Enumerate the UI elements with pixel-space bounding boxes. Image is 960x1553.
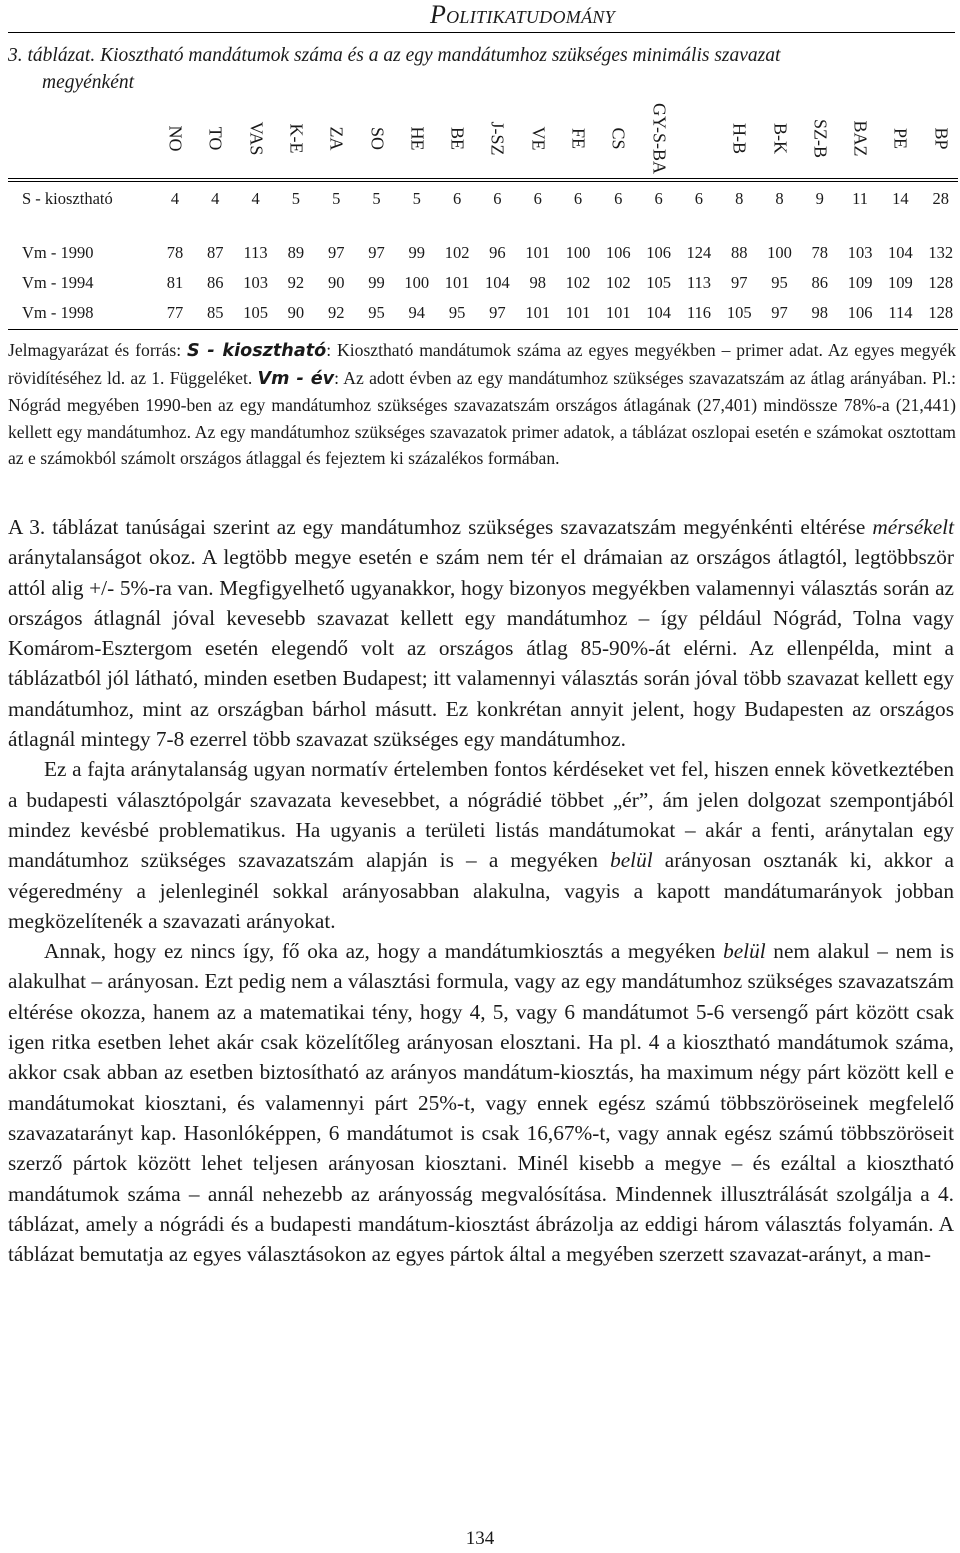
column-header-label: TO [205, 126, 226, 151]
table-cell: 113 [686, 273, 711, 292]
table-cell: 100 [565, 243, 591, 262]
table-legend [8, 337, 956, 472]
table-cell: 104 [888, 243, 913, 262]
legend-text-3: : Az adott évben az egy mandátumhoz szükséges szavazatszám az átlag arányában. Pl.: Nógrád megyében 1990-ben az egy mandátumhoz szükséges szavazatszám országos átlagának (27,401) mindössze 78%-a (21,441) kellett egy mandátumhoz. Az egy mandátumhoz szükséges szavazatok primer adatok, a táblázat oszlopai esetén e számokat osztottam az e számokból számolt országos átlaggal és fejeztem ki százalékos formában. [8, 367, 956, 468]
table-cell: 28 [932, 189, 949, 208]
table-cell: 103 [243, 273, 268, 292]
table-cell: 97 [489, 303, 506, 322]
column-header-label: GY-S-BA [649, 102, 670, 175]
row-label: Vm - 1990 [22, 243, 94, 262]
table-cell: 102 [444, 243, 470, 262]
table-cell: 95 [368, 303, 385, 322]
legend-intro: Jelmagyarázat és forrás: [8, 340, 188, 360]
table-cell: 105 [726, 303, 752, 322]
column-header-label: J-SZ [487, 121, 508, 156]
table-cell: 109 [888, 273, 913, 292]
table-cell: 4 [251, 189, 260, 208]
table-cell: 132 [928, 243, 954, 262]
table-cell: 128 [928, 303, 954, 322]
table-cell: 81 [166, 273, 184, 292]
table-row [0, 303, 960, 327]
table-bottom-rule [8, 329, 958, 330]
column-header-label: BE [447, 126, 468, 151]
header-rule [8, 178, 958, 179]
table-cell: 6 [533, 189, 542, 208]
table-cell: 116 [686, 303, 711, 322]
table-cell: 106 [646, 243, 671, 262]
column-header-label: VAS [246, 121, 267, 156]
table-cell: 95 [448, 303, 466, 322]
column-header-label: ZA [326, 126, 347, 151]
table-cell: 92 [287, 273, 305, 292]
table-cell: 104 [485, 273, 510, 292]
row-label: Vm - 1998 [22, 303, 94, 322]
table-cell: 124 [686, 243, 712, 262]
paragraph-2: Ez a fajta aránytalanság ugyan normatív értelemben fontos kérdéseket vet fel, hiszen ennek következtében a budapesti választópolgár szavazata kevesebbet, a nógrádié többet „ér”, ám jelen dolgozat szempontjából mindez kevésbé problematikus. Ha ugyanis a területi listás mandátumokat – akár a fenti, aránytalan egy mandátumhoz szükséges szavazatszám alapján is – a megyéken belül arányosan osztanák ki, akkor a végeredmény a jelenleginél sokkal arányosabban alakulna, vagyis a kapott mandátumarányok jobban megközelítenék a szavazati arányokat. [8, 757, 954, 933]
emphasis-belul-2: belül [723, 939, 766, 964]
table-cell: 6 [493, 189, 502, 208]
table-cell: 99 [368, 273, 385, 292]
page-number: 134 [465, 1528, 495, 1549]
caption-number: 3. táblázat. [8, 45, 96, 66]
table-cell: 8 [775, 189, 784, 208]
table-cell: 4 [211, 189, 220, 208]
table-cell: 92 [327, 303, 345, 322]
table-cell: 6 [573, 189, 583, 208]
table-cell: 6 [614, 189, 623, 208]
column-header-label: SO [367, 126, 387, 151]
table-cell: 11 [852, 189, 869, 208]
table-cell: 100 [767, 243, 792, 262]
table-cell: 98 [529, 273, 546, 292]
column-header-label: B-K [770, 123, 790, 154]
emphasis-merseket: mérsékelt [872, 515, 954, 539]
table-cell: 87 [207, 243, 224, 262]
paragraph-1: A 3. táblázat tanúságai szerint az egy mandátumhoz szükséges szavazatszám megyénkénti eltérése mérsékelt aránytalanságot okoz. A legtöbb megye esetén e szám nem tér el drámaian az országos átlagtól, legtöbbször attól alig +/- 5%-ra van. Megfigyelhető ugyanakkor, hogy bizonyos megyékben valamennyi választás során az országos átlagnál jóval kevesebb szavazat kellett egy mandátumhoz – így például Nógrád, Tolna vagy Komárom-Esztergom esetén elegendő volt az országos átlag 85-90%-át elérni. Az ellenpélda, mint a táblázatból jól látható, minden esetben Budapest; itt valamennyi választás során jóval több szavazat kellett egy mandátumhoz, mint az országban bárhol másutt. Ez konkrétan annyit jelent, hogy Budapesten az országos átlagnál mintegy 7-8 ezerrel több szavazat szükséges egy mandátumhoz. [8, 515, 954, 752]
caption-text-2: megyénként [42, 72, 135, 93]
running-header [8, 0, 955, 33]
column-header-label: NO [165, 125, 186, 152]
table-cell: 101 [525, 303, 551, 322]
table-cell: 97 [730, 273, 748, 292]
table-cell: 4 [170, 189, 180, 208]
table-cell: 109 [847, 273, 873, 292]
table-cell: 104 [646, 303, 671, 322]
table-cell: 102 [605, 273, 631, 292]
row-label: S - kiosztható [22, 189, 113, 208]
table-cell: 101 [565, 303, 591, 322]
table-cell: 97 [368, 243, 385, 262]
column-header-label: HE [407, 126, 428, 151]
header-rule-double [8, 181, 958, 182]
legend-vm-term: Vm - év [257, 368, 335, 389]
table-cell: 88 [730, 243, 748, 262]
table-cell: 106 [605, 243, 631, 262]
table-cell: 101 [525, 243, 551, 262]
column-header-label: FE [568, 127, 589, 150]
table-cell: 5 [412, 189, 421, 208]
column-header-row [0, 102, 960, 175]
table-cell: 8 [735, 189, 744, 208]
table-cell: 78 [811, 243, 829, 262]
table-cell: 105 [243, 303, 268, 322]
table-caption [8, 42, 956, 96]
body-text [8, 512, 954, 1269]
table-cell: 96 [489, 243, 506, 262]
journal-title: Politikatudomány [429, 0, 615, 29]
column-header-label: BP [931, 127, 952, 150]
column-header-label: SZ-B [810, 118, 831, 159]
table-cell: 106 [847, 303, 873, 322]
table-cell: 86 [207, 273, 224, 292]
column-header-label: PE [890, 127, 911, 150]
table-cell: 97 [327, 243, 345, 262]
column-header-label: BAZ [850, 120, 871, 157]
table-cell: 99 [408, 243, 426, 262]
table-cell: 90 [327, 273, 345, 292]
legend-s-term: S - kiosztható [187, 341, 327, 361]
table-cell: 98 [811, 303, 829, 322]
table-cell: 105 [646, 273, 671, 292]
table-cell: 89 [287, 243, 305, 262]
legend-text-2: : Kiosztható mandátumok száma az egyes megyékben – primer adat. Az egyes megyék rövidítéséhez ld. az 1. Függeléket. [8, 340, 957, 388]
table-cell: 101 [605, 303, 631, 322]
row-label: Vm - 1994 [22, 273, 94, 292]
column-header-label: K-E [286, 123, 307, 154]
column-header-label: VE [528, 126, 549, 151]
table-cell: 102 [565, 273, 591, 292]
emphasis-belul: belül [610, 848, 653, 873]
column-header-label: CS [608, 127, 629, 150]
table-cell: 6 [694, 189, 704, 208]
table-cell: 77 [166, 303, 184, 322]
table-row [0, 273, 960, 297]
table-row [0, 189, 960, 213]
table-cell: 86 [811, 273, 829, 292]
table-cell: 14 [892, 189, 909, 208]
table-cell: 90 [287, 303, 305, 322]
paragraph-3: Annak, hogy ez nincs így, fő oka az, hogy a mandátumkiosztás a megyéken belül nem alakul – nem is alakulhat – arányosan. Ezt pedig nem a választási formula, vagy az egy mandátumhoz szükséges szavazatszám eltérése okozza, hanem az a matematikai tény, hogy 4, 5, vagy 6 mandátumot 5-6 versengő párt között csak igen ritka esetben lehet akár csak közelítőleg arányosan elosztani. Ha pl. 4 a kiosztható mandátumok száma, akkor csak abban az esetben biztosítható az arányos mandátum-kiosztás, ha maximum négy párt között kell e mandátumokat kiosztani, és valamennyi párt 25%-t, vagy ennek egész számú többszöröseinek megfelelő szavazatarányt kap. Hasonlóképpen, 6 mandátumot is csak 16,67%-t, vagy annak egész számú többszöröseit szerző pártok között lehet teljesen arányosan kiosztani. Minél kisebb a megye – és ezáltal a kiosztható mandátumok száma – annál nehezebb az arányosság megvalósítása. Mindennek illusztrálását szolgálja a 4. táblázat, amely a nógrádi és a budapesti mandátum-kiosztást ábrázolja az eddigi három választás folyamán. A táblázat bemutatja az egyes választásokon az egyes pártok által a megyében szerzett szavazat-arányt, a man- [8, 939, 955, 1267]
table-cell: 5 [332, 189, 341, 208]
table-cell: 95 [771, 273, 788, 292]
table-cell: 113 [243, 243, 268, 262]
table-cell: 78 [166, 243, 184, 262]
table-cell: 103 [847, 243, 873, 262]
caption-text-1: Kiosztható mandátumok száma és a az egy mandátumhoz szükséges minimális szavazat [100, 45, 781, 66]
table-cell: 5 [372, 189, 381, 208]
table-cell: 6 [654, 189, 663, 208]
table-cell: 128 [928, 273, 954, 292]
table-cell: 101 [444, 273, 470, 292]
table-cell: 94 [408, 303, 426, 322]
table-row [0, 243, 960, 267]
table-cell: 6 [452, 189, 462, 208]
table-cell: 9 [815, 189, 824, 208]
column-header-label: H-B [729, 123, 750, 154]
table-cell: 114 [888, 303, 913, 322]
table-cell: 85 [207, 303, 224, 322]
table-cell: 5 [291, 189, 301, 208]
table-cell: 97 [771, 303, 788, 322]
table-cell: 100 [404, 273, 430, 292]
